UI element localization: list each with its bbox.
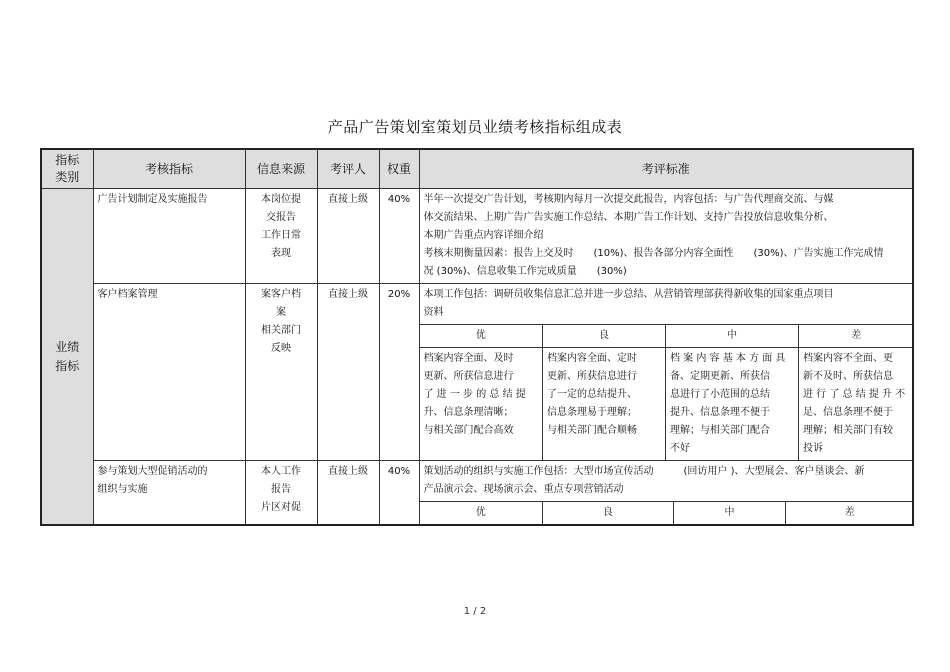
header-source: 信息来源 bbox=[245, 149, 317, 189]
table-row bbox=[41, 461, 913, 526]
table-row bbox=[41, 189, 913, 284]
criteria-cell bbox=[419, 461, 913, 526]
criteria-line: 考核末期衡量因素：报告上交及时 (10%)、报告各部分内容全面性 (30%)、广告实施工作完成情 bbox=[423, 248, 884, 259]
header-weight: 权重 bbox=[379, 149, 419, 189]
grade-table bbox=[420, 501, 914, 524]
grade-poor: 差 bbox=[799, 325, 914, 348]
header-category: 指标 类别 bbox=[41, 149, 93, 189]
source-cell: 本岗位提 交报告 工作日常 表现 bbox=[245, 189, 317, 284]
grade-detail-good: 档案内容全面、定时 更新、所获信息进行 了一定的总结提升、 信息条理易于理解； 与相关部门配合顺畅 bbox=[543, 348, 666, 461]
grade-excellent: 优 bbox=[420, 325, 543, 348]
criteria-cell bbox=[419, 189, 913, 284]
header-row bbox=[41, 149, 913, 189]
grade-detail-excellent: 档案内容全面、及时 更新、所获信息进行 了 进 一 步 的 总 结 提 升、信息条理清晰； 与相关部门配合高效 bbox=[420, 348, 543, 461]
criteria-line: 本期广告重点内容详细介绍 bbox=[423, 230, 544, 241]
criteria-line: 半年一次提交广告计划，考核期内每月一次提交此报告，内容包括：与广告代理商交流、与媒 bbox=[423, 194, 834, 205]
criteria-line: 体交流结果、上期广告广告实施工作总结、本期广告工作计划、支持广告投放信息收集分析、 bbox=[423, 212, 834, 223]
page-title: 产品广告策划室策划员业绩考核指标组成表 bbox=[327, 118, 623, 136]
source-cell: 案客户档 案 相关部门 反映 bbox=[245, 284, 317, 461]
header-reviewer: 考评人 bbox=[317, 149, 379, 189]
grade-detail-average: 档 案 内 容 基 本 方 面 具 备、定期更新、所获信 息进行了小范围的总结 提升、信息条理不便于 理解；与相关部门配合 不好 bbox=[666, 348, 799, 461]
indicator-cell: 客户档案管理 bbox=[93, 284, 245, 461]
category-cell: 业绩 指标 bbox=[41, 189, 93, 526]
criteria-description bbox=[420, 284, 913, 324]
grade-table bbox=[420, 324, 914, 460]
grade-good: 良 bbox=[543, 502, 674, 525]
grade-excellent: 优 bbox=[420, 502, 543, 525]
criteria-line: 本项工作包括：调研员收集信息汇总并进一步总结、从营销管理部获得新收集的国家重点项目 bbox=[423, 289, 834, 300]
criteria-line: 策划活动的组织与实施工作包括：大型市场宣传活动 (回访用户 )、大型展会、客户垦谈会、新 bbox=[423, 466, 865, 477]
weight-cell: 40% bbox=[379, 461, 419, 526]
criteria-description bbox=[420, 461, 913, 501]
grade-average: 中 bbox=[666, 325, 799, 348]
header-criteria: 考评标准 bbox=[419, 149, 913, 189]
reviewer-cell: 直接上级 bbox=[317, 461, 379, 526]
header-indicator: 考核指标 bbox=[93, 149, 245, 189]
reviewer-cell: 直接上级 bbox=[317, 189, 379, 284]
indicator-cell: 广告计划制定及实施报告 bbox=[93, 189, 245, 284]
assessment-table bbox=[40, 148, 914, 526]
criteria-line: 资料 bbox=[423, 307, 444, 318]
grade-detail-poor: 档案内容不全面、更 新不及时、所获信息 进 行 了 总 结 提 升 不 足、信息条理不便于 理解；相关部门有较 投诉 bbox=[799, 348, 914, 461]
weight-cell: 40% bbox=[379, 189, 419, 284]
grade-poor: 差 bbox=[786, 502, 914, 525]
reviewer-cell: 直接上级 bbox=[317, 284, 379, 461]
grade-header-row bbox=[420, 325, 914, 348]
table-row bbox=[41, 284, 913, 461]
criteria-line: 况 (30%)、信息收集工作完成质量 (30%) bbox=[423, 266, 627, 277]
criteria-cell bbox=[419, 284, 913, 461]
weight-cell: 20% bbox=[379, 284, 419, 461]
grade-good: 良 bbox=[543, 325, 666, 348]
page-number: 1 / 2 bbox=[463, 606, 487, 617]
grade-header-row bbox=[420, 502, 914, 525]
grade-average: 中 bbox=[674, 502, 786, 525]
indicator-cell: 参与策划大型促销活动的 组织与实施 bbox=[93, 461, 245, 526]
grade-detail-row bbox=[420, 348, 914, 461]
criteria-line: 产品演示会、现场演示会、重点专项营销活动 bbox=[423, 484, 624, 495]
source-cell: 本人工作 报告 片区对促 bbox=[245, 461, 317, 526]
